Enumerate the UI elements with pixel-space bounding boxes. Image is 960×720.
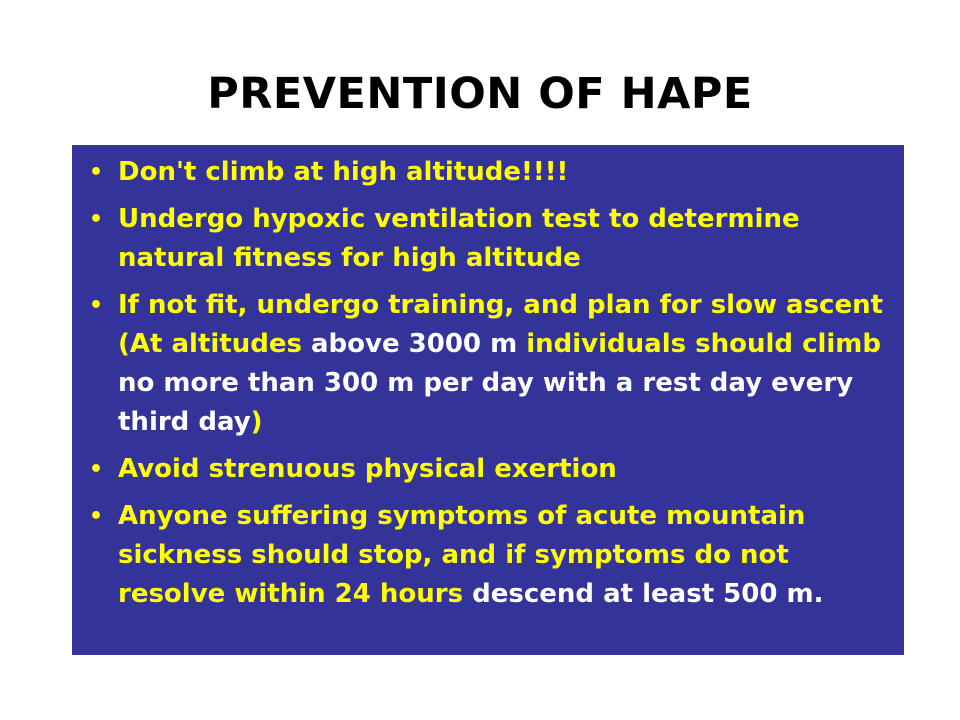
slide-title: PREVENTION OF HAPE: [207, 69, 753, 119]
bullet-text-segment: above 3000 m: [311, 329, 527, 359]
bullet-text: Undergo hypoxic ventilation test to determine natural fitness for high altitude: [118, 204, 800, 273]
bullet-text-segment: If not fit, undergo training, and plan for slow ascent (At altitudes: [118, 290, 884, 359]
bullet-text-segment: descend at least 500 m.: [472, 579, 824, 609]
bullet-text-segment: ): [250, 407, 263, 437]
bullet-dot: •: [88, 504, 104, 529]
bullet-item-5: [82, 497, 894, 614]
bullet-list: [82, 153, 894, 614]
bullet-dot: •: [88, 160, 104, 185]
bullet-dot: •: [88, 207, 104, 232]
bullet-text: Don't climb at high altitude!!!!: [118, 157, 569, 187]
bullet-text-segment: Anyone suffering symptoms of acute mountain sickness should stop, and if symptoms do not resolve within 24 hours: [118, 501, 806, 609]
bullet-dot: •: [88, 293, 104, 318]
bullet-item-3: [82, 286, 894, 442]
bullet-text: Avoid strenuous physical exertion: [118, 454, 617, 484]
bullet-item-1: [82, 153, 894, 192]
content-box: [72, 145, 904, 655]
bullet-item-4: [82, 450, 894, 489]
bullet-text-segment: no more than 300 m per day with a rest day every third day: [118, 368, 854, 437]
bullet-item-2: [82, 200, 894, 278]
bullet-text-segment: individuals should climb: [526, 329, 882, 359]
bullet-dot: •: [88, 457, 104, 482]
